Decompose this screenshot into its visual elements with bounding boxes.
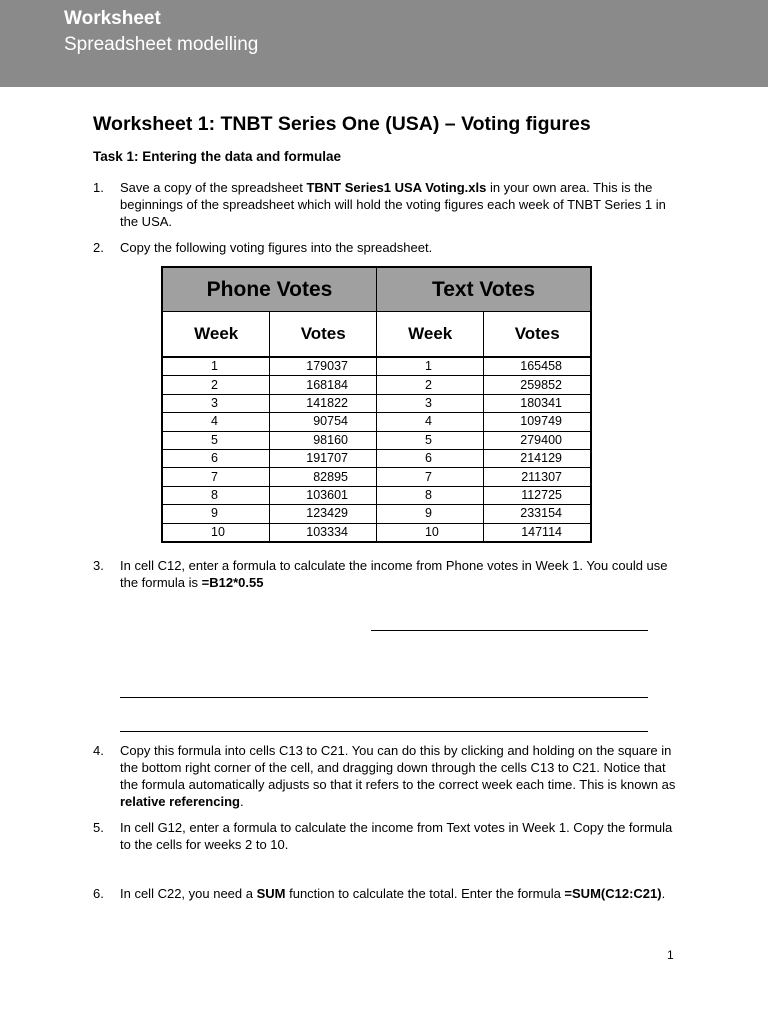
table-row [162,505,591,523]
text-votes-header: Text Votes [376,267,591,312]
phone-votes-cell: 191707 [270,449,377,467]
phone-week-cell: 2 [162,376,270,394]
item-number: 5. [93,820,104,835]
item-number: 4. [93,743,104,758]
text-votes-cell: 165458 [484,357,591,376]
table-row [162,394,591,412]
text-votes-cell: 233154 [484,505,591,523]
text-week-cell: 3 [376,394,483,412]
page-number: 1 [667,948,674,962]
text-votes-cell: 112725 [484,486,591,504]
phone-week-cell: 9 [162,505,270,523]
keyword: SUM [256,886,286,901]
phone-votes-cell: 90754 [270,413,377,431]
phone-votes-cell: 103601 [270,486,377,504]
page-title: Worksheet 1: TNBT Series One (USA) – Voting figures [93,113,591,135]
text-week-cell: 9 [376,505,483,523]
text-week-cell: 6 [376,449,483,467]
formula: =B12*0.55 [201,575,264,590]
phone-votes-cell: 141822 [270,394,377,412]
item-number: 2. [93,240,104,255]
voting-table [161,266,592,543]
item-text: In cell G12, enter a formula to calculate the income from Text votes in Week 1. Copy the formula to the cells for weeks 2 to 10. [120,820,673,852]
phone-week-cell: 5 [162,431,270,449]
text-week-cell: 5 [376,431,483,449]
text-votes-cell: 211307 [484,468,591,486]
phone-week-cell: 7 [162,468,270,486]
item-text: Copy this formula into cells C13 to C21. You can do this by clicking and holding on the square in the bottom right corner of the cell, and dragging down through the cells C13 to C21. Notice that the formula automatically adjusts so that it refers to the correct week each time. This is known as relative referencing. [120,743,676,809]
text-votes-cell: 214129 [484,449,591,467]
item-text: In cell C12, enter a formula to calculate the income from Phone votes in Week 1. You could use the formula is =B12*0.55 [120,558,668,590]
answer-line [371,630,648,631]
phone-votes-cell: 123429 [270,505,377,523]
phone-votes-cell: 179037 [270,357,377,376]
text-week-cell: 10 [376,523,483,542]
item-text: Save a copy of the spreadsheet TBNT Series1 USA Voting.xls in your own area. This is the beginnings of the spreadsheet which will hold the voting figures each week of TNBT Series 1 in the USA. [120,180,666,229]
text-week-cell: 1 [376,357,483,376]
text-week-cell: 4 [376,413,483,431]
phone-votes-cell: 98160 [270,431,377,449]
text-week-cell: 2 [376,376,483,394]
table-row [162,376,591,394]
item-number: 1. [93,180,104,195]
phone-votes-cell: 168184 [270,376,377,394]
item-number: 3. [93,558,104,573]
table-row [162,523,591,542]
table-row [162,486,591,504]
item-text: Copy the following voting figures into the spreadsheet. [120,240,433,255]
item-text: In cell C22, you need a SUM function to calculate the total. Enter the formula =SUM(C12:C21). [120,886,666,901]
phone-votes-cell: 103334 [270,523,377,542]
banner-title: Worksheet [64,8,161,29]
col-votes: Votes [484,312,591,358]
answer-line [120,731,648,732]
text-week-cell: 8 [376,486,483,504]
col-week: Week [162,312,270,358]
task-heading: Task 1: Entering the data and formulae [93,149,342,164]
answer-line [120,697,648,698]
phone-week-cell: 8 [162,486,270,504]
phone-week-cell: 6 [162,449,270,467]
formula: =SUM(C12:C21) [564,886,662,901]
col-week: Week [376,312,483,358]
table-row [162,431,591,449]
table-row [162,413,591,431]
phone-week-cell: 10 [162,523,270,542]
table-row [162,449,591,467]
file-name: TBNT Series1 USA Voting.xls [306,180,487,195]
phone-week-cell: 4 [162,413,270,431]
header-banner [0,0,768,87]
text-week-cell: 7 [376,468,483,486]
text-votes-cell: 109749 [484,413,591,431]
keyword: relative referencing [120,794,240,809]
phone-votes-cell: 82895 [270,468,377,486]
text-votes-cell: 180341 [484,394,591,412]
table-row [162,357,591,376]
banner-subtitle: Spreadsheet modelling [64,34,259,55]
col-votes: Votes [270,312,377,358]
phone-votes-header: Phone Votes [162,267,376,312]
phone-week-cell: 1 [162,357,270,376]
table-row [162,468,591,486]
text-votes-cell: 279400 [484,431,591,449]
text-votes-cell: 147114 [484,523,591,542]
phone-week-cell: 3 [162,394,270,412]
text-votes-cell: 259852 [484,376,591,394]
item-number: 6. [93,886,104,901]
